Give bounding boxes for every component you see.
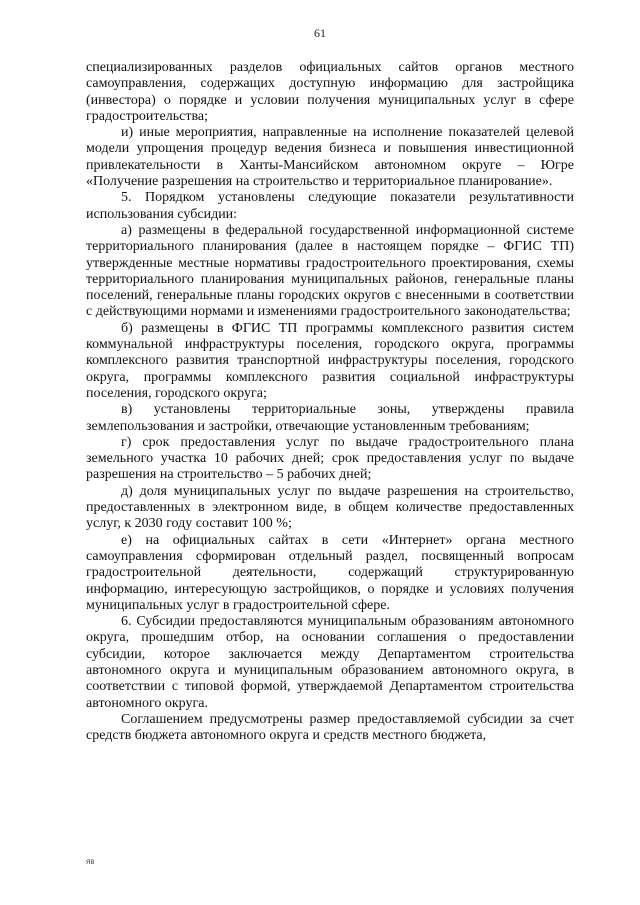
- paragraph-5-indicators: 5. Порядком установлены следующие показатели результативности использования субсидии:: [86, 190, 574, 222]
- paragraph-item-v: в) установлены территориальные зоны, утверждены правила землепользования и застройки, отвечающие установленным требованиям;: [86, 402, 574, 434]
- paragraph-item-d: д) доля муниципальных услуг по выдаче разрешения на строительство, предоставленных в электронном виде, в общем количестве предоставленных услуг, к 2030 году составит 100 %;: [86, 483, 574, 532]
- page-number: 61: [314, 26, 326, 40]
- paragraph-item-b: б) размещены в ФГИС ТП программы комплексного развития систем коммунальной инфраструктуры поселения, городского округа, программы комплексного развития транспортной инфраструктуры поселения, городского округа, программы комплексного развития социальной инфраструктуры поселения, городского округа;: [86, 320, 574, 401]
- paragraph-agreement: Соглашением предусмотрены размер предоставляемой субсидии за счет средств бюджета автономного округа и средств местного бюджета,: [86, 711, 574, 744]
- paragraph-item-g: г) срок предоставления услуг по выдаче градостроительного плана земельного участка 10 рабочих дней; срок предоставления услуг по выдаче разрешения на строительство – 5 рабочих дней;: [86, 434, 574, 483]
- paragraph-websites-continuation: специализированных разделов официальных сайтов органов местного самоуправления, содержащих доступную информацию для застройщика (инвестора) о порядке и условии получения муниципальных услуг в сфере градостроительства;: [86, 60, 574, 124]
- document-body: [86, 60, 574, 744]
- paragraph-item-i: и) иные мероприятия, направленные на исполнение показателей целевой модели упрощения процедур ведения бизнеса и повышения инвестиционной привлекательности в Ханты-Мансийском автономном округе – Югре «Получение разрешения на строительство и территориальное планирование».: [86, 125, 574, 190]
- paragraph-6-subsidies: 6. Субсидии предоставляются муниципальным образованиям автономного округа, прошедшим отбор, на основании соглашения о предоставлении субсидии, которое заключается между Департаментом строительства автономного округа и муниципальным образованием автономного округа, в соответствии с типовой формой, утверждаемой Департаментом строительства автономного округа.: [86, 614, 574, 711]
- paragraph-item-e: е) на официальных сайтах в сети «Интернет» органа местного самоуправления сформирован отдельный раздел, посвященный вопросам градостроительной деятельности, содержащий структурированную информацию, интересующую застройщиков, о порядке и условиях получения муниципальных услуг в градостроительной сфере.: [86, 532, 574, 613]
- paragraph-item-a: а) размещены в федеральной государственной информационной системе территориального планирования (далее в настоящем порядке – ФГИС ТП) утвержденные местные нормативы градостроительного проектирования, схемы территориального планирования муниципальных районов, генеральные планы поселений, генеральные планы городских округов с внесенными в соответствии с действующими нормами и изменениями градостроительного законодательства;: [86, 222, 574, 320]
- footer-mark: ЯВ: [86, 860, 95, 866]
